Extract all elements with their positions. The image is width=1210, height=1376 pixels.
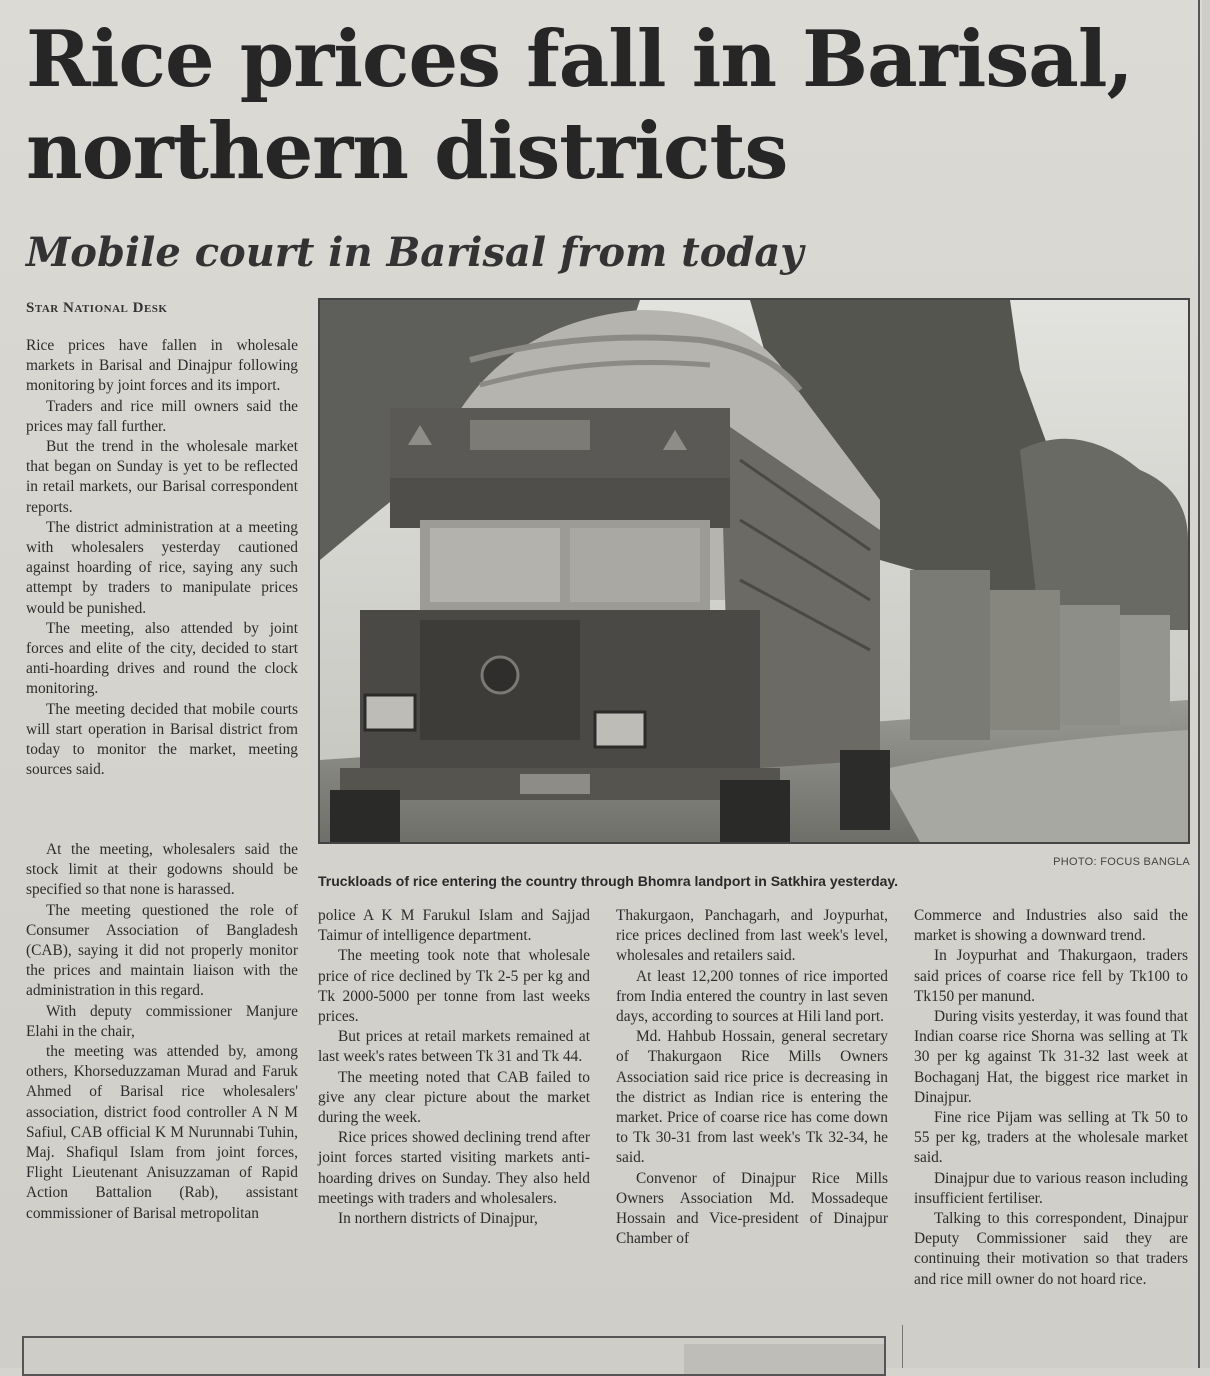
deck-subheadline: Mobile court in Barisal from today xyxy=(26,229,804,276)
paragraph: Traders and rice mill owners said the prices may fall further. xyxy=(26,397,298,435)
paragraph: But prices at retail markets remained at last week's rates between Tk 31 and Tk 44. xyxy=(318,1028,590,1066)
truck-photo-illustration xyxy=(320,300,1188,842)
paragraph: Commerce and Industries also said the market is showing a downward trend. xyxy=(914,907,1188,945)
news-photo xyxy=(318,298,1190,844)
paragraph: Fine rice Pijam was selling at Tk 50 to 55 per kg, traders at the wholesale market said. xyxy=(914,1109,1188,1167)
paragraph: The meeting took note that wholesale price of rice declined by Tk 2-5 per kg and Tk 2000-5000 per tonne from last weeks prices. xyxy=(318,947,590,1026)
adjacent-article-edge xyxy=(1202,0,1210,1368)
paragraph: The meeting decided that mobile courts will start operation in Barisal district from today to monitor the market, meeting sources said. xyxy=(26,700,298,779)
paragraph: Dinajpur due to various reason including insufficient fertiliser. xyxy=(914,1169,1188,1207)
column-2 xyxy=(318,906,590,1229)
column-3 xyxy=(616,906,888,1249)
paragraph: Thakurgaon, Panchagarh, and Joypurhat, rice prices declined from last week's level, wholesales and retailers said. xyxy=(616,907,888,965)
column-4 xyxy=(914,906,1188,1290)
paragraph: In northern districts of Dinajpur, xyxy=(338,1210,538,1228)
paragraph: police A K M Farukul Islam and Sajjad Taimur of intelligence department. xyxy=(318,907,590,945)
paragraph: At the meeting, wholesalers said the stock limit at their godowns should be specified so that none is harassed. xyxy=(26,841,298,899)
headline: Rice prices fall in Barisal, northern districts xyxy=(26,14,1133,197)
paragraph: Talking to this correspondent, Dinajpur Deputy Commissioner said they are continuing their motivation so that traders and rice mill owner do not hoard rice. xyxy=(914,1210,1188,1288)
next-article-image-edge xyxy=(684,1344,884,1374)
paragraph: During visits yesterday, it was found that Indian coarse rice Shorna was selling at Tk 30 per kg against Tk 31-32 last week at Bochaganj Hat, the biggest rice market in Dinajpur. xyxy=(914,1008,1188,1106)
paragraph: The meeting, also attended by joint forces and elite of the city, decided to start anti-hoarding drives and round the clock monitoring. xyxy=(26,619,298,698)
paragraph: In Joypurhat and Thakurgaon, traders said prices of coarse rice fell by Tk100 to Tk150 per manund. xyxy=(914,947,1188,1005)
column-1-top xyxy=(26,336,298,780)
paragraph: The meeting noted that CAB failed to give any clear picture about the market during the week. xyxy=(318,1068,590,1127)
column-rule-right xyxy=(1198,0,1200,1368)
paragraph: At least 12,200 tonnes of rice imported from India entered the country in last seven days, according to sources at Hili land port. xyxy=(616,967,888,1026)
paragraph: The district administration at a meeting with wholesalers yesterday cautioned against hoarding of rice, saying any such attempt by traders to manipulate prices would be punished. xyxy=(26,518,298,617)
paragraph: With deputy commissioner Manjure Elahi in the chair, xyxy=(26,1002,298,1040)
column-rule xyxy=(902,1325,903,1368)
next-article-box xyxy=(22,1336,886,1376)
paragraph: Convenor of Dinajpur Rice Mills Owners Association Md. Mossadeque Hossain and Vice-president of Dinajpur Chamber of xyxy=(616,1169,888,1248)
paragraph: Md. Hahbub Hossain, general secretary of Thakurgaon Rice Mills Owners Association said rice price is decreasing in the district as Indian rice is entering the market. Price of coarse rice has come down to Tk 30-31 from last week's Tk 32-34, he said. xyxy=(616,1028,888,1167)
column-1-bottom xyxy=(26,840,298,1224)
paragraph: the meeting was attended by, among others, Khorseduzzaman Murad and Faruk Ahmed of Barisal rice wholesalers' association, district food controller A N M Safiul, CAB official K M Nurunnabi Tuhin, Maj. Shafiqul Islam from joint forces, Flight Lieutenant Anisuzzaman of Rapid Action Battalion (Rab), assistant commissioner of Barisal metropolitan xyxy=(26,1043,298,1222)
photo-credit: PHOTO: FOCUS BANGLA xyxy=(1053,856,1190,868)
photo-caption: Truckloads of rice entering the country through Bhomra landport in Satkhira yesterday. xyxy=(318,873,899,889)
paragraph: Rice prices have fallen in wholesale markets in Barisal and Dinajpur following monitoring by joint forces and its import. xyxy=(26,337,298,395)
paragraph: But the trend in the wholesale market that began on Sunday is yet to be reflected in retail markets, our Barisal correspondent reports. xyxy=(26,438,298,516)
byline: Star National Desk xyxy=(26,300,168,316)
paragraph: Rice prices showed declining trend after joint forces started visiting markets anti-hoarding drives on Sunday. They also held meetings with traders and wholesalers. xyxy=(318,1129,590,1207)
paragraph: The meeting questioned the role of Consumer Association of Bangladesh (CAB), saying it did not properly monitor the prices and maintain liaison with the administration in this regard. xyxy=(26,901,298,1000)
